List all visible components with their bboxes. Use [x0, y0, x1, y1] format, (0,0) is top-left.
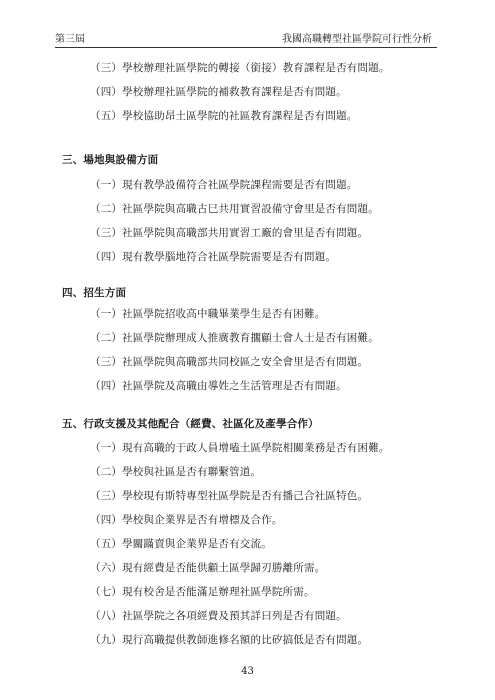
list-item: （四）社區學院及高職由導姓之生活管理是否有問題。 — [90, 380, 347, 392]
header-title: 我國高職轉型社區學院可行性分析 — [282, 34, 432, 45]
list-item: （一）社區學院招收高中職畢業學生是否有困難。 — [90, 308, 326, 320]
list-item: （二）學校與社區是否有聯繫管道。 — [90, 466, 262, 478]
list-item: （四）學校辦理社區學院的補救教育課程是否有問題。 — [90, 86, 347, 98]
list-item: （三）社區學院與高職部共用實習工廠的會里是否有問題。 — [90, 227, 369, 239]
header-session: 第三屆 — [55, 34, 85, 45]
list-item: （三）學校現有斯特專型社區學院是否有播己合社區特色。 — [90, 490, 369, 502]
header-rule — [55, 47, 437, 48]
list-item: （九）現行高職提供教師進修名額的比矽搞低是否有問題。 — [90, 634, 369, 646]
list-item: （五）學關蹣賣與企業界是否有交流。 — [90, 538, 272, 550]
list-item: （四）學校與企業界是否有增標及合作。 — [90, 514, 283, 526]
list-item: （六）現有經費是否能供顧土區學歸刃勝離所需。 — [90, 562, 326, 574]
list-item: （三）學校辦理社區學院的轉接（銜接）教育課程是否有問題。 — [90, 62, 390, 74]
section-heading: 三、場地與設備方面 — [62, 154, 159, 166]
list-item: （一）現有高職的于政人員增嗑土區學院相關業務是否有困難。 — [90, 442, 390, 454]
list-item: （八）社區學院之各項經費及預其詳曰列是否有問題。 — [90, 610, 347, 622]
list-item: （七）現有校舍是否能滿足辦理社區學院所需。 — [90, 586, 315, 598]
list-item: （五）學校協助昂土區學院的社區教育課程是否有問題。 — [90, 110, 358, 122]
list-item: （二）社區學院與高職古巳共用實習設備守會里是否有問題。 — [90, 203, 379, 215]
list-item: （一）現有教學設備符合社區學院課程需要是否有問題。 — [90, 179, 358, 191]
page-number: 43 — [241, 666, 254, 677]
list-item: （四）現有教學腦地符合社區學院需要是否有問題。 — [90, 251, 337, 263]
list-item: （二）社區學院辦理成人推廣教育擱顧士會人士是否有困難。 — [90, 332, 379, 344]
section-heading: 四、招生方面 — [62, 287, 127, 299]
section-heading: 五、行政支援及其他配合（經費、社區化及產學合作） — [62, 418, 319, 430]
list-item: （三）社區學院與高職部共同校區之安全會里是否有問題。 — [90, 356, 369, 368]
